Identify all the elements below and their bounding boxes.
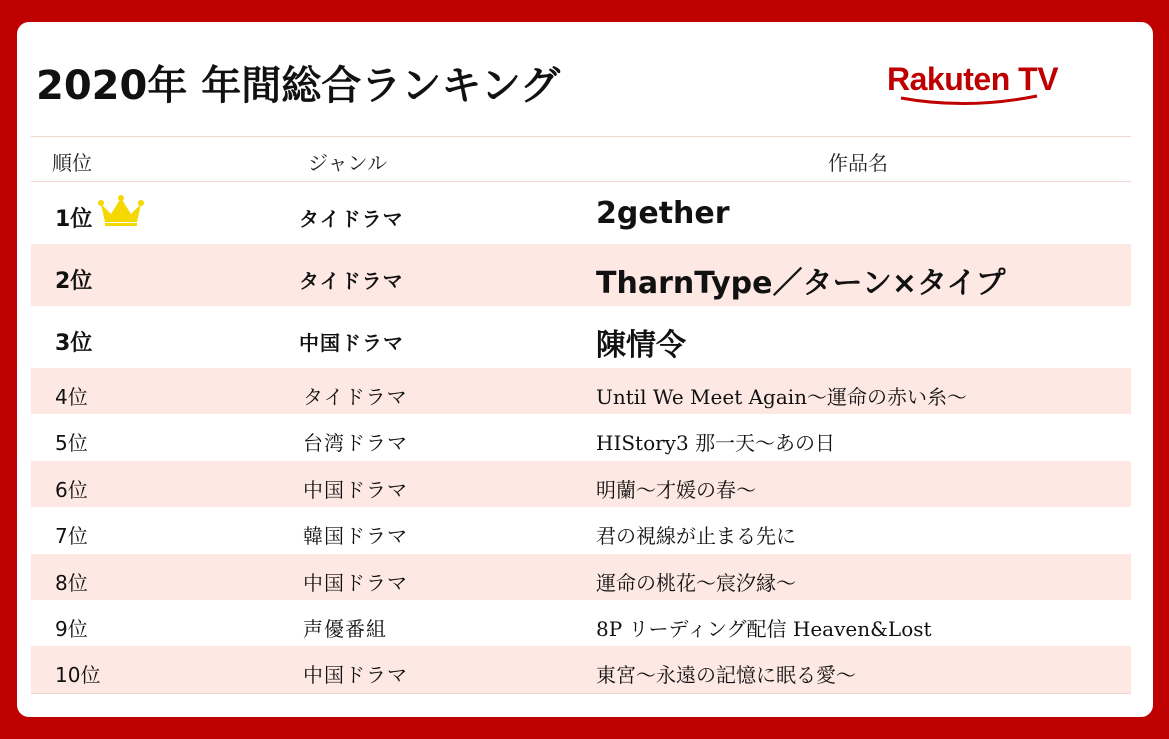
crown-icon — [97, 194, 145, 228]
work-cell: 8P リーディング配信 Heaven&Lost — [596, 616, 932, 641]
genre-cell: 声優番組 — [303, 616, 387, 641]
work-cell: 東宮～永遠の記憶に眠る愛～ — [596, 663, 856, 688]
logo-text: Rakuten TV — [887, 61, 1059, 97]
ranking-card — [17, 22, 1153, 717]
ranking-table — [31, 136, 1131, 694]
table-row — [31, 244, 1131, 306]
table-row — [31, 368, 1131, 414]
header-work: 作品名 — [828, 151, 888, 175]
rank-cell: 10位 — [55, 663, 101, 688]
header-genre: ジャンル — [308, 151, 388, 175]
genre-cell: タイドラマ — [299, 207, 404, 231]
rank-cell: 2位 — [55, 269, 93, 294]
table-row — [31, 600, 1131, 646]
rank-cell: 1位 — [55, 207, 93, 232]
rank-cell: 9位 — [55, 616, 88, 641]
genre-cell: 中国ドラマ — [303, 477, 408, 502]
genre-cell: 台湾ドラマ — [303, 431, 408, 456]
table-row — [31, 554, 1131, 600]
header-rank: 順位 — [52, 151, 92, 175]
work-cell: 2gether — [596, 196, 730, 231]
rakuten-tv-logo — [887, 60, 1077, 110]
page-title: 2020年 年間総合ランキング — [36, 63, 561, 109]
table-row — [31, 182, 1131, 244]
work-cell: 明蘭～才媛の春～ — [596, 477, 756, 502]
work-cell: 運命の桃花～宸汐縁～ — [596, 570, 796, 595]
table-header — [31, 136, 1131, 182]
rank-cell: 8位 — [55, 570, 88, 595]
rank-cell: 3位 — [55, 331, 93, 356]
work-cell: Until We Meet Again～運命の赤い糸～ — [596, 385, 968, 409]
work-cell: TharnType／ターン×タイプ — [596, 266, 1006, 301]
genre-cell: 中国ドラマ — [303, 663, 408, 688]
genre-cell: 中国ドラマ — [303, 570, 408, 595]
rank-cell: 5位 — [55, 431, 88, 456]
table-row — [31, 414, 1131, 460]
genre-cell: 韓国ドラマ — [303, 524, 408, 549]
work-cell: HIStory3 那一天～あの日 — [596, 431, 836, 456]
work-cell: 君の視線が止まる先に — [596, 524, 796, 549]
genre-cell: タイドラマ — [303, 385, 408, 409]
table-row — [31, 306, 1131, 368]
table-row — [31, 461, 1131, 507]
rank-cell: 6位 — [55, 477, 88, 502]
genre-cell: 中国ドラマ — [299, 331, 404, 355]
rank-cell: 7位 — [55, 524, 88, 549]
table-row — [31, 507, 1131, 553]
table-row — [31, 646, 1131, 693]
work-cell: 陳情令 — [596, 328, 686, 363]
genre-cell: タイドラマ — [299, 269, 404, 293]
rank-cell: 4位 — [55, 385, 88, 409]
